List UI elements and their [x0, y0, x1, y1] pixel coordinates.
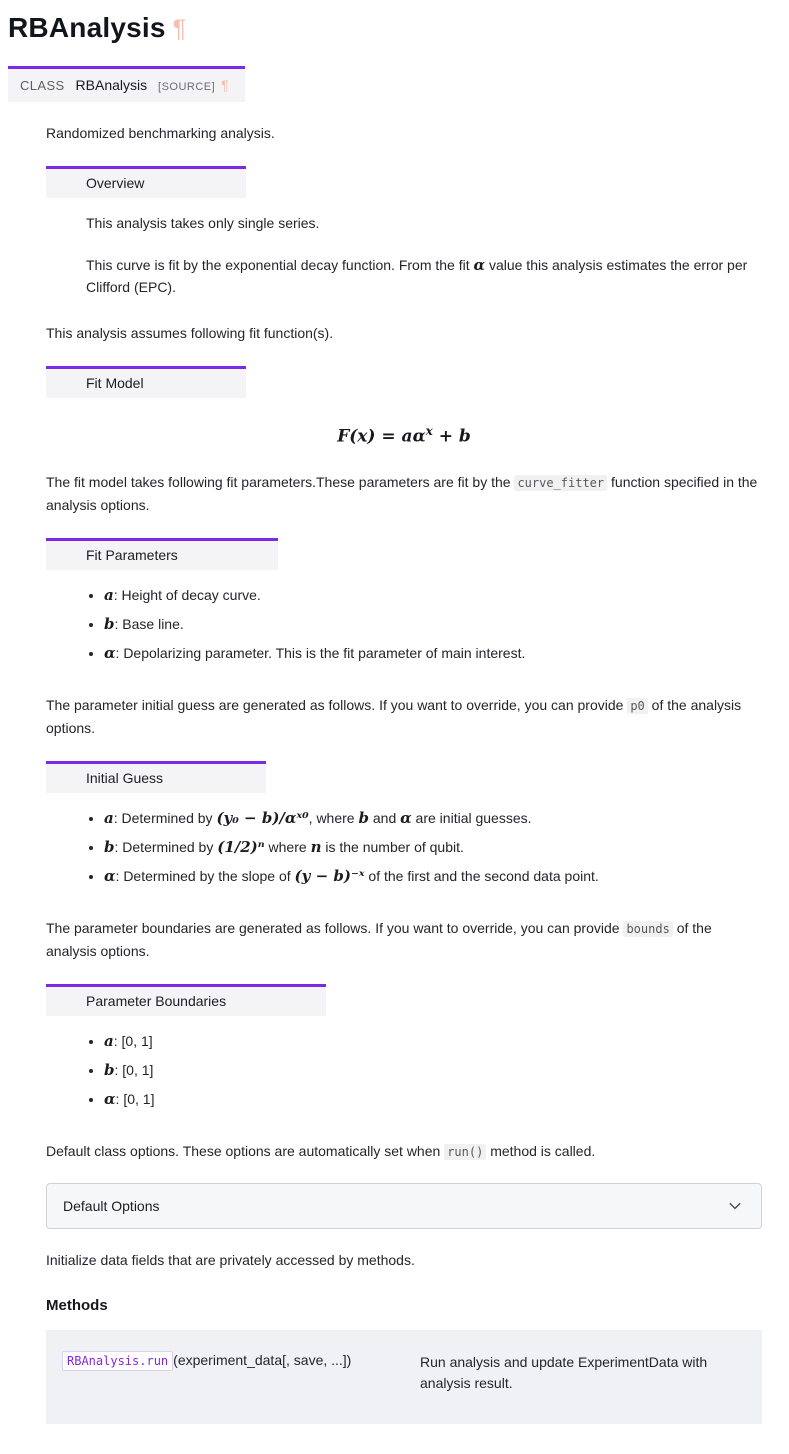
initial-guess-body — [46, 807, 762, 887]
initial-guess-section — [46, 761, 762, 887]
param-b-var: b — [104, 614, 115, 633]
bounds-inline-code: bounds — [623, 921, 672, 937]
fit-model-section — [46, 366, 762, 447]
guess-alpha-math: (y − b)⁻ˣ — [294, 866, 365, 885]
source-link[interactable]: [SOURCE] — [158, 81, 216, 93]
overview-heading-label: Overview — [86, 175, 145, 191]
class-signature — [8, 66, 245, 102]
fit-parameters-list — [86, 584, 762, 664]
class-keyword: CLASS — [20, 78, 65, 93]
guess-alpha-var: α — [104, 866, 116, 885]
guess-a-text: : Determined by — [113, 809, 217, 826]
curve-fitter-inline-code: curve_fitter — [514, 475, 607, 491]
fit-parameters-heading — [46, 538, 278, 570]
guess-b-text: : Determined by — [114, 838, 218, 855]
overview-paragraph-1: This analysis takes only single series. — [86, 215, 320, 231]
list-item — [104, 807, 762, 829]
fit-parameters-paragraph-text: The fit model takes following fit parameters.These parameters are fit by the — [46, 473, 515, 490]
bounds-paragraph-text: The parameter boundaries are generated as follows. If you want to override, you can provide — [46, 919, 624, 936]
initial-guess-paragraph-text-2: of the analysis options. — [46, 696, 742, 736]
bound-alpha-text: : [0, 1] — [115, 1090, 155, 1107]
default-options-label: Default Options — [63, 1197, 160, 1214]
initial-guess-heading-label: Initial Guess — [86, 769, 164, 786]
init-paragraph: Initialize data fields that are privately accessed by methods. — [46, 1251, 415, 1268]
parameter-boundaries-body — [46, 1030, 762, 1110]
page-title-text: RBAnalysis — [8, 12, 166, 43]
formula-pre: F(x) = aα — [337, 426, 426, 447]
methods-table — [46, 1330, 762, 1424]
bounds-paragraph — [46, 917, 762, 962]
signature-anchor-link[interactable]: ¶ — [221, 77, 229, 93]
param-b-text: : Base line. — [114, 615, 184, 632]
bound-a-var: a — [104, 1031, 114, 1050]
intro-paragraph: Randomized benchmarking analysis. — [46, 125, 275, 141]
p0-inline-code: p0 — [627, 698, 647, 714]
bounds-paragraph-text-2: of the analysis options. — [46, 919, 712, 959]
initial-guess-list — [86, 807, 762, 887]
fit-function-paragraph: This analysis assumes following fit function(s). — [46, 325, 334, 341]
param-alpha-text: : Depolarizing parameter. This is the fit parameter of main interest. — [115, 644, 526, 661]
fit-parameters-section — [46, 538, 762, 664]
page-title — [8, 12, 762, 44]
list-item — [104, 836, 762, 858]
initial-guess-paragraph — [46, 694, 762, 739]
initial-guess-paragraph-text: The parameter initial guess are generated as follows. If you want to override, you can provide — [46, 696, 628, 713]
table-row — [62, 1352, 746, 1394]
fit-parameters-body — [46, 584, 762, 664]
method-description: Run analysis and update ExperimentData with analysis result. — [420, 1353, 708, 1391]
guess-alpha-text: : Determined by the slope of — [115, 867, 295, 884]
overview-paragraph-2 — [86, 254, 762, 298]
list-item — [104, 1030, 762, 1052]
list-item — [104, 865, 762, 887]
fit-parameters-paragraph — [46, 471, 762, 516]
parameter-boundaries-list — [86, 1030, 762, 1110]
bound-alpha-var: α — [104, 1089, 116, 1108]
bound-a-text: : [0, 1] — [113, 1032, 153, 1049]
parameter-boundaries-heading-label: Parameter Boundaries — [86, 992, 227, 1009]
overview-heading — [46, 166, 246, 198]
run-inline-code: run() — [444, 1144, 486, 1160]
param-a-var: a — [104, 585, 114, 604]
title-anchor-link[interactable]: ¶ — [172, 15, 187, 43]
guess-a-math-3: α — [400, 808, 412, 827]
default-options-paragraph-text: Default class options. These options are automatically set when — [46, 1142, 445, 1159]
fit-model-formula — [86, 424, 722, 447]
formula-exponent: x — [425, 424, 433, 438]
formula-post: + b — [432, 426, 471, 447]
guess-b-text-3: is the number of qubit. — [321, 838, 464, 855]
chevron-down-icon — [727, 1198, 743, 1214]
guess-a-text-3: and — [368, 809, 401, 826]
list-item — [104, 1088, 762, 1110]
guess-a-text-2: , where — [308, 809, 359, 826]
guess-a-var: a — [104, 808, 114, 827]
fit-model-heading — [46, 366, 246, 398]
class-name: RBAnalysis — [75, 77, 148, 93]
guess-b-math: (1/2)ⁿ — [217, 837, 265, 856]
guess-b-math-2: n — [310, 837, 322, 856]
method-run-link[interactable]: RBAnalysis.run — [62, 1351, 173, 1371]
bound-b-text: : [0, 1] — [114, 1061, 154, 1078]
list-item — [104, 613, 762, 635]
method-args: (experiment_data[, save, ...]) — [173, 1351, 352, 1368]
guess-a-math: (y₀ − b)/αˣ⁰ — [216, 808, 309, 827]
overview-section — [46, 166, 762, 298]
guess-a-math-2: b — [358, 808, 369, 827]
fit-model-body — [46, 424, 762, 447]
fit-parameters-paragraph-text-2: function specified in the analysis options. — [46, 473, 758, 513]
doc-content — [46, 122, 762, 1424]
methods-heading: Methods — [46, 1296, 108, 1314]
initial-guess-heading — [46, 761, 266, 793]
guess-b-var: b — [104, 837, 115, 856]
list-item — [104, 642, 762, 664]
bound-b-var: b — [104, 1060, 115, 1079]
fit-model-heading-label: Fit Model — [86, 375, 144, 391]
fit-parameters-heading-label: Fit Parameters — [86, 546, 178, 563]
default-options-paragraph — [46, 1140, 762, 1163]
list-item — [104, 584, 762, 606]
param-a-text: : Height of decay curve. — [113, 586, 261, 603]
overview-body — [46, 212, 762, 298]
guess-alpha-text-2: of the first and the second data point. — [364, 867, 599, 884]
parameter-boundaries-heading — [46, 984, 326, 1016]
method-signature-cell — [62, 1352, 406, 1394]
default-options-panel[interactable] — [46, 1183, 762, 1229]
guess-a-text-4: are initial guesses. — [411, 809, 532, 826]
alpha-math-var: α — [473, 256, 486, 274]
param-alpha-var: α — [104, 643, 116, 662]
overview-p2-text: This curve is fit by the exponential decay function. From the fit — [86, 257, 474, 273]
overview-p2-text-2: value this analysis estimates the error per Clifford (EPC). — [86, 257, 748, 295]
parameter-boundaries-section — [46, 984, 762, 1110]
default-options-paragraph-text-2: method is called. — [486, 1142, 596, 1159]
guess-b-text-2: where — [264, 838, 311, 855]
list-item — [104, 1059, 762, 1081]
